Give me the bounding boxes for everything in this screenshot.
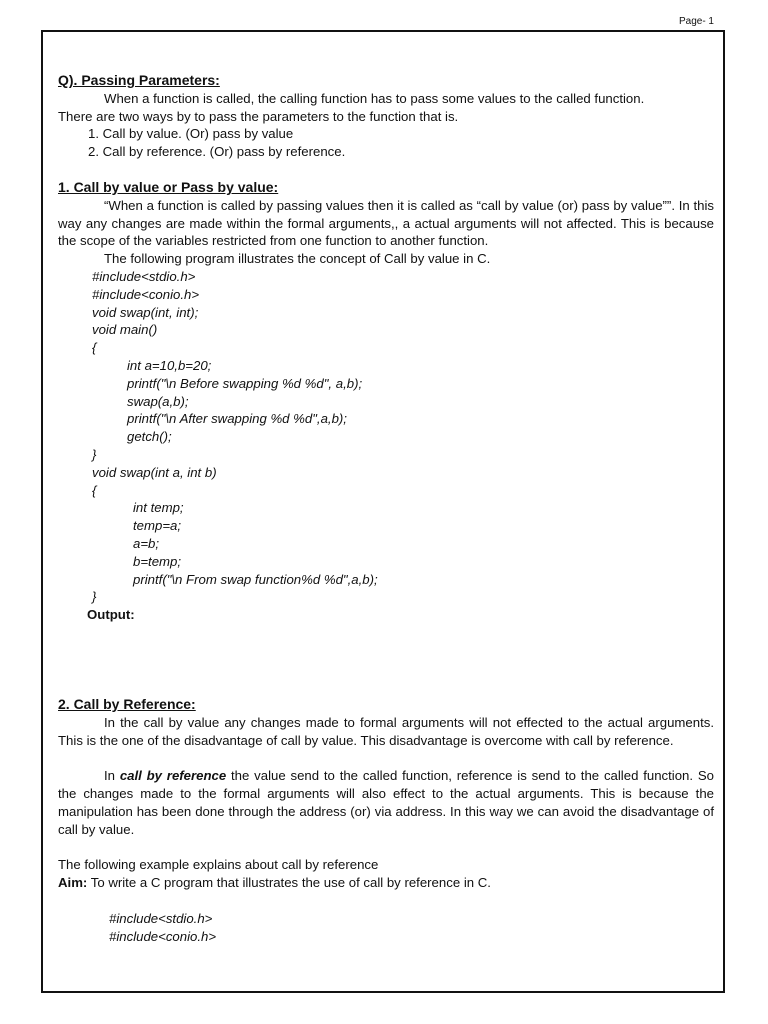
output-label: Output: [87,607,135,623]
program-intro: The following program illustrates the concept of Call by value in C. [104,251,491,267]
intro-line-2: There are two ways by to pass the parameters to the function that is. [58,108,459,124]
document-body [58,72,714,946]
call-by-reference-paragraph-1: In the call by value any changes made to formal arguments will not effected to the actual arguments. This is the one of the disadvantage of call by value. This disadvantage is overcome with call by reference. [58,714,714,748]
code-line: void swap(int a, int b) [92,464,217,480]
code-block-call-by-reference [58,910,714,946]
code-line: printf("\n From swap function%d %d",a,b); [133,571,378,587]
call-by-reference-paragraph-2 [58,767,714,838]
para-2-prefix: In [104,768,120,784]
code-line: { [92,340,97,356]
code-line: int a=10,b=20; [127,357,212,373]
para-2-rest: the value send to the called function, reference is send to the called function. So the changes made to the formal arguments will also effect to the actual arguments. This is because the manipulation has been done through the address (or) via address. In this way we can avoid the disadvantage of call by value. [58,768,714,837]
example-line: The following example explains about call by reference [58,857,379,873]
code-line: void main() [92,322,158,338]
aim-line [58,874,714,892]
code-block-call-by-value [58,268,714,606]
code-line: } [92,446,97,462]
aim-text: To write a C program that illustrates the use of call by reference in C. [87,875,491,891]
section-q-heading: Q). Passing Parameters: [58,72,220,88]
code-line: #include<stdio.h> [109,911,213,927]
section-1-heading: 1. Call by value or Pass by value: [58,178,279,195]
code-line: printf("\n After swapping %d %d",a,b); [127,411,347,427]
call-by-value-paragraph: “When a function is called by passing values then it is called as “call by value (or) pass by value””. In this way any changes are made within the formal arguments,, a actual arguments will not affected. This is because the scope of the variables restricted from one function to another function. [58,197,714,249]
page-number: Page- 1 [678,16,714,27]
code-line: temp=a; [133,518,182,534]
code-line: void swap(int, int); [92,304,199,320]
code-line: { [92,482,97,498]
aim-label: Aim: [58,875,88,891]
code-line: int temp; [133,500,184,516]
code-line: printf("\n Before swapping %d %d", a,b); [127,375,363,391]
code-line: #include<conio.h> [92,286,200,302]
code-line: getch(); [127,429,172,445]
section-2-heading: 2. Call by Reference: [58,695,196,712]
code-line: a=b; [133,535,160,551]
para-2-emphasis: call by reference [119,768,227,784]
code-line: } [92,589,97,605]
list-item: 2. Call by reference. (Or) pass by reference. [88,144,346,160]
code-line: #include<stdio.h> [92,268,196,284]
list-item: 1. Call by value. (Or) pass by value [88,126,294,142]
code-line: swap(a,b); [127,393,189,409]
code-line: b=temp; [133,553,182,569]
code-line: #include<conio.h> [109,928,217,944]
intro-line-1: When a function is called, the calling function has to pass some values to the called function. [104,90,645,106]
